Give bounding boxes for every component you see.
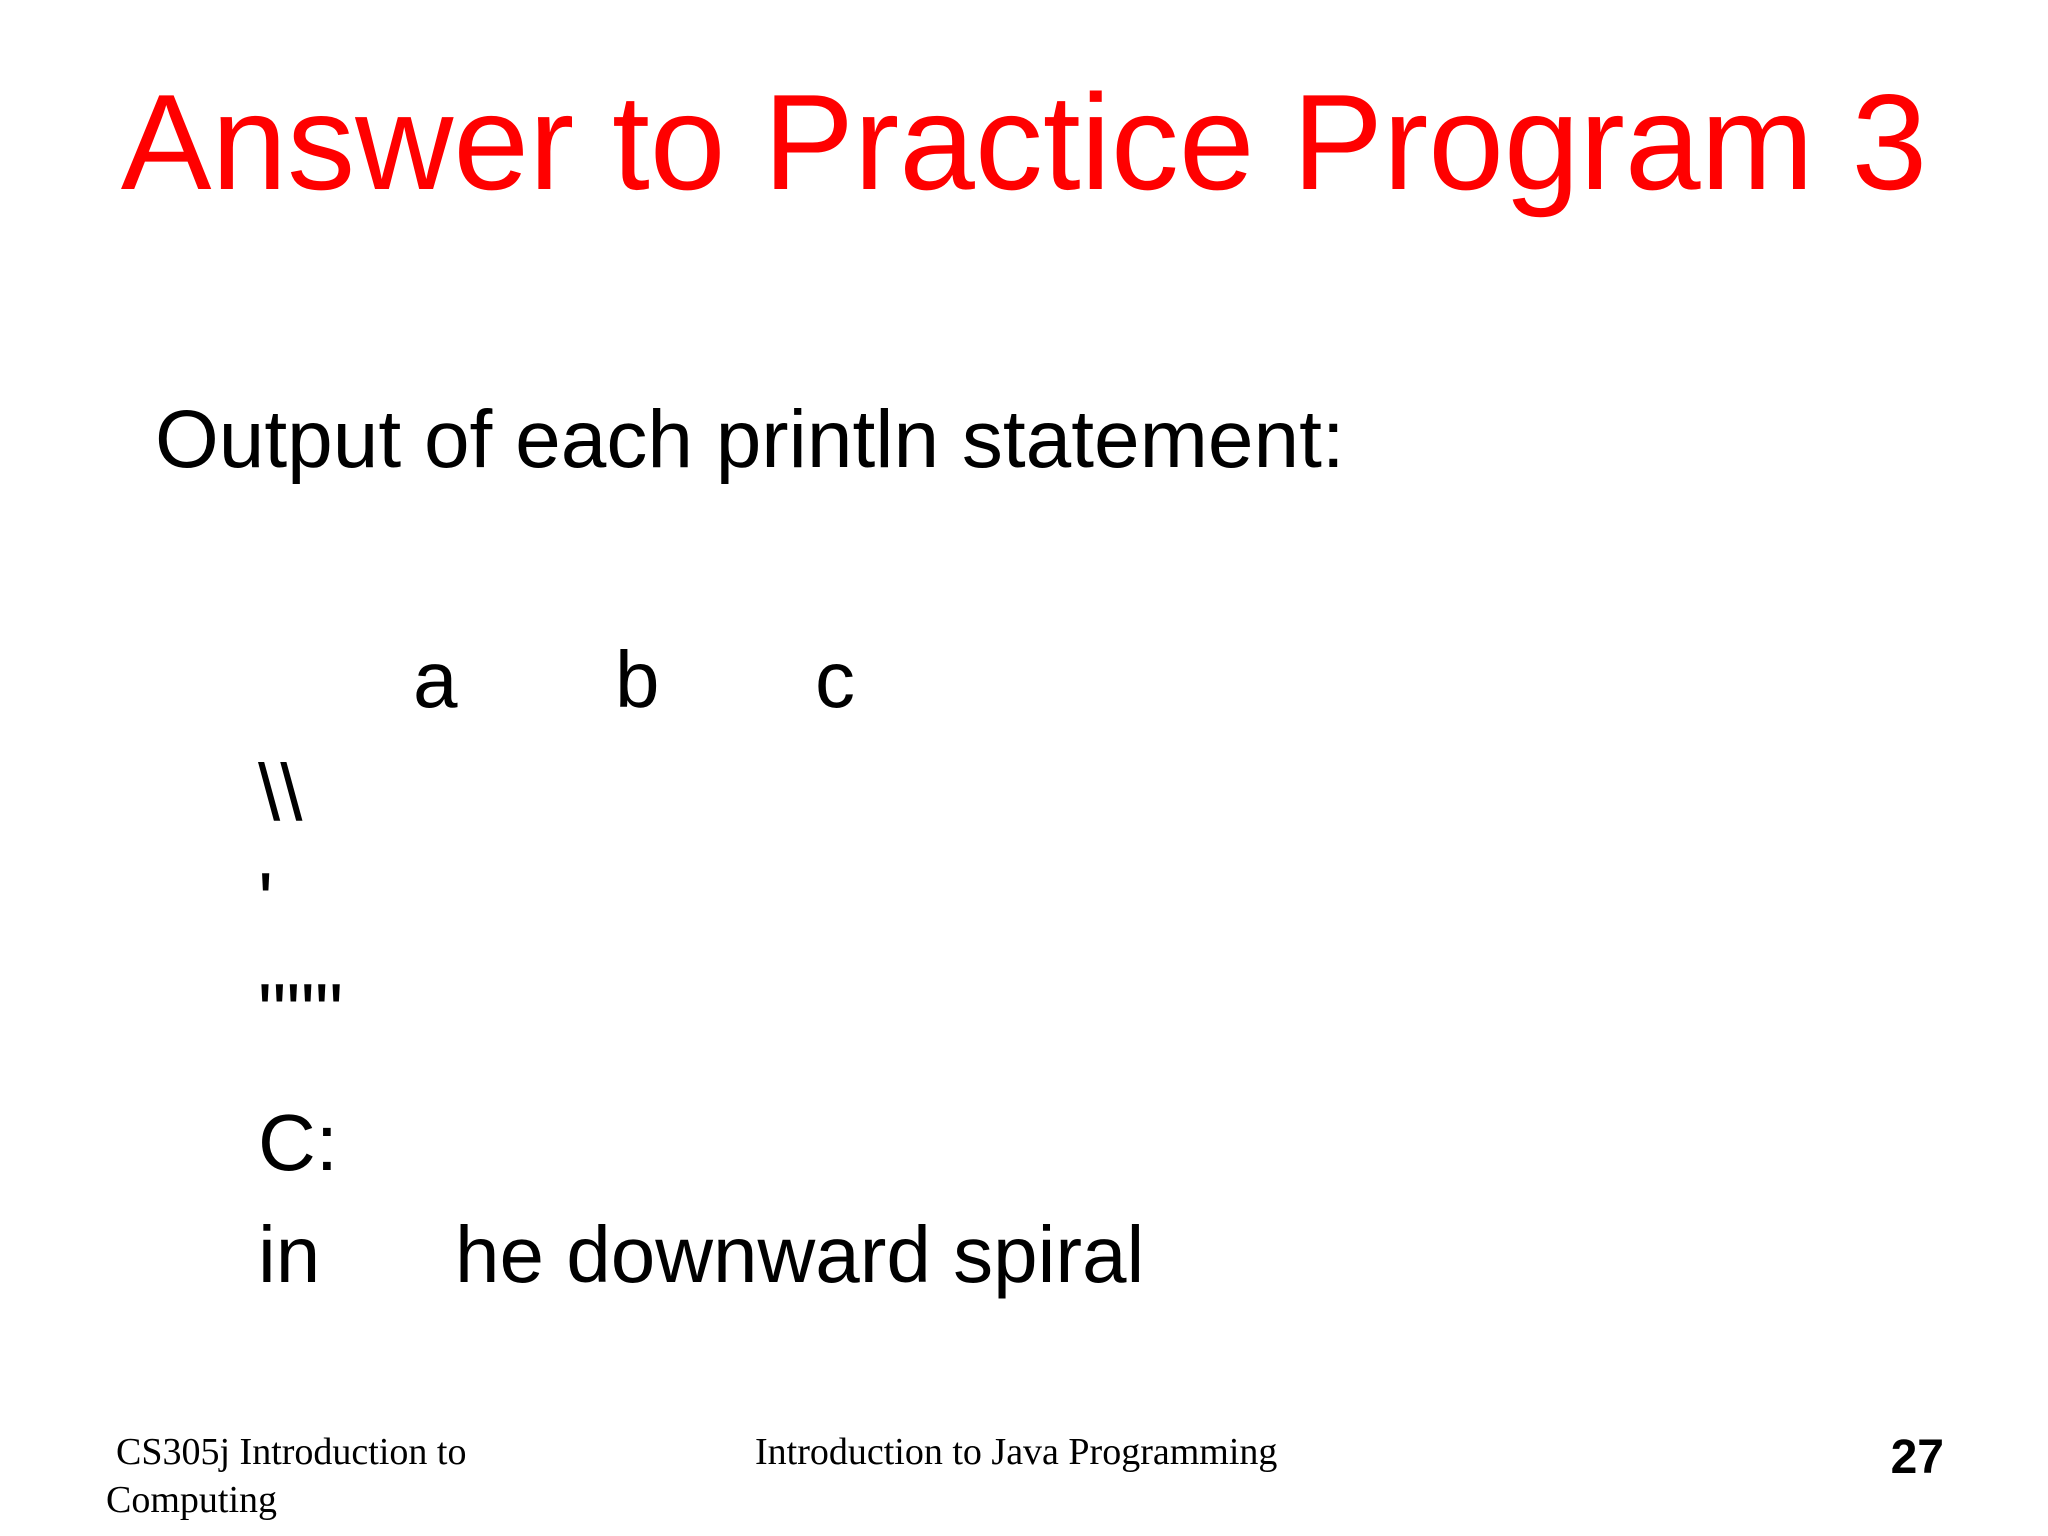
output-line-drive: C:: [258, 1098, 338, 1187]
output-line-b: b: [615, 635, 660, 724]
slide-title: Answer to Practice Program 3: [120, 66, 1928, 218]
output-line-c: c: [815, 635, 855, 724]
slide-number: 27: [1890, 1431, 1944, 1484]
output-line-single-quote: ': [258, 856, 274, 945]
output-line-double-quotes: """: [258, 967, 344, 1056]
output-line-a: a: [413, 635, 458, 724]
output-line-spiral-rest: he downward spiral: [455, 1210, 1145, 1299]
footer-course: CS305j Introduction to Computing: [106, 1431, 467, 1521]
output-line-backslashes: \\: [258, 748, 303, 837]
footer-lecture: Introduction to Java Programming: [755, 1431, 1278, 1473]
intro-text: Output of each println statement:: [155, 394, 1345, 485]
output-line-spiral-in: in: [258, 1210, 321, 1299]
